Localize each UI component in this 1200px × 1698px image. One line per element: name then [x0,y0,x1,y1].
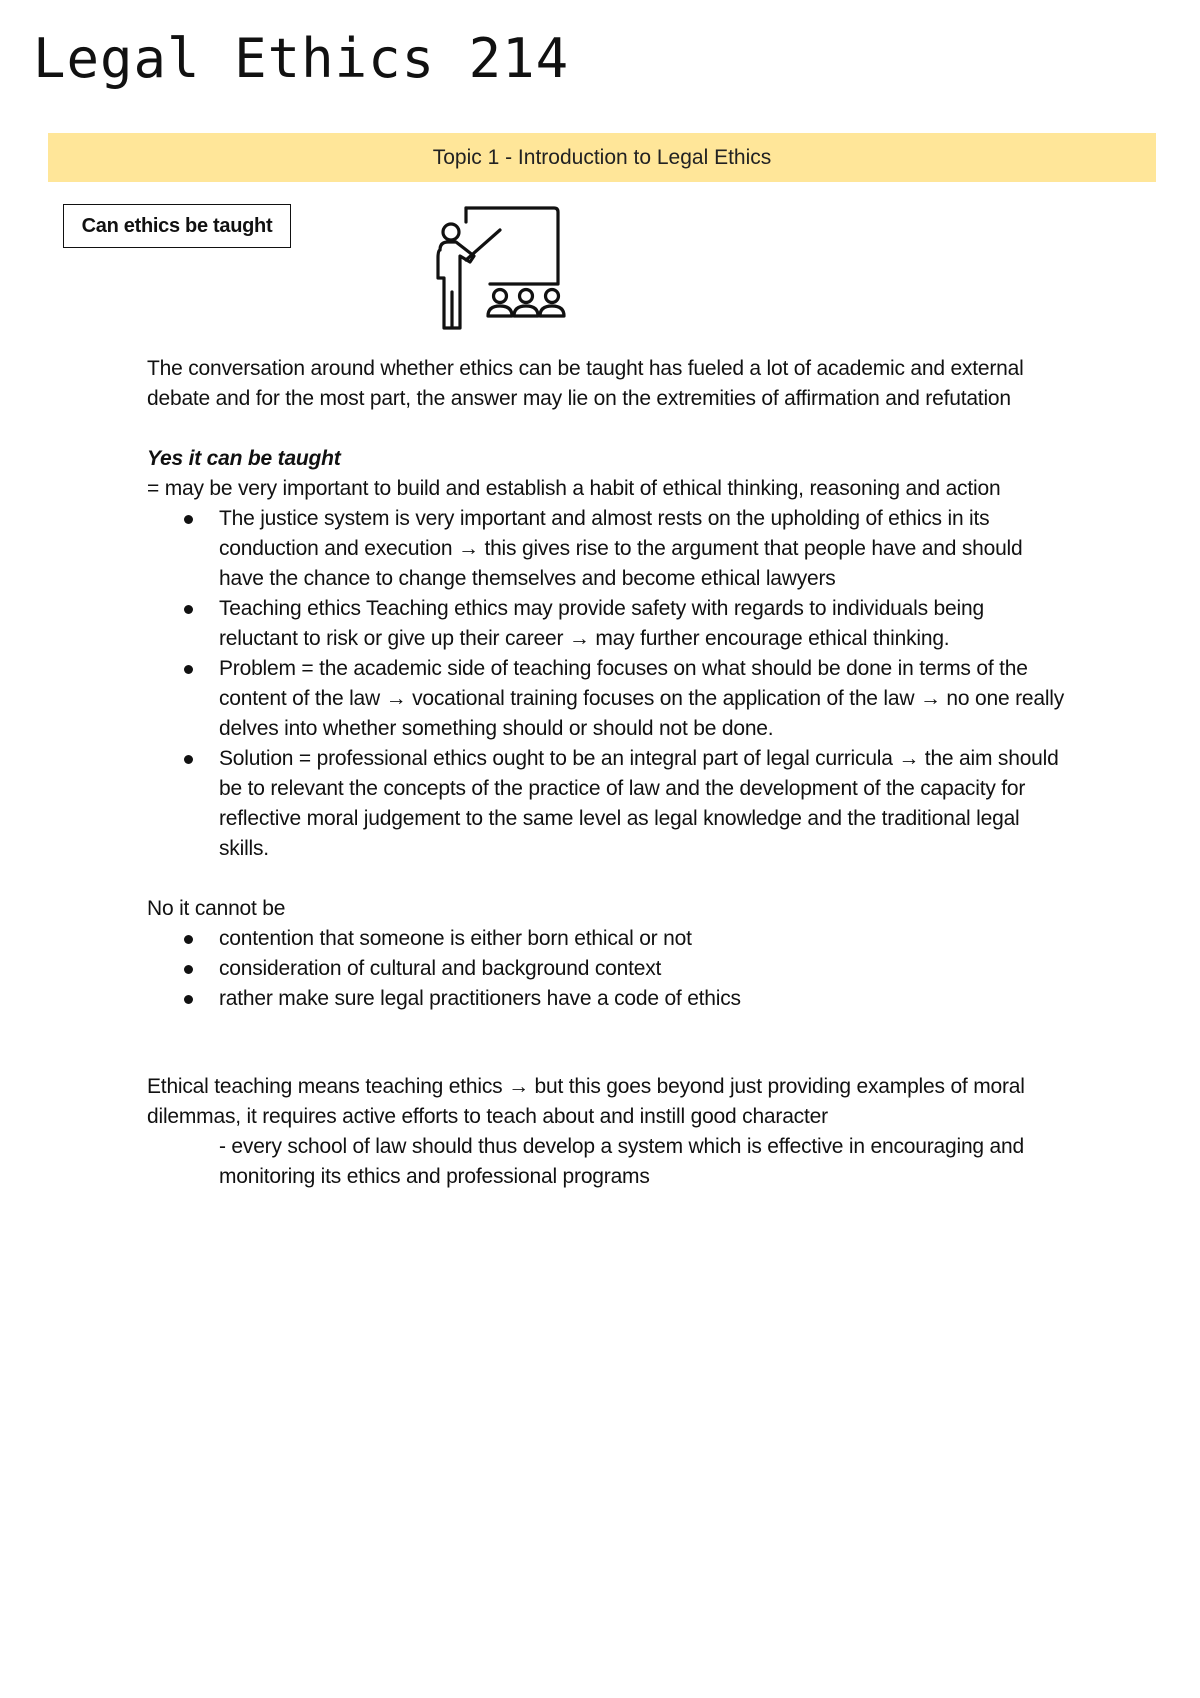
spacer [147,864,1067,894]
spacer [147,414,1067,444]
closing-paragraph: Ethical teaching means teaching ethics → but this goes beyond just providing examples of moral dilemmas, it requires active efforts to teach about and instill good character [147,1075,1025,1128]
list-item: contention that someone is either born ethical or not [219,924,1067,954]
yes-summary: = may be very important to build and establish a habit of ethical thinking, reasoning and action [147,477,1001,500]
teacher-classroom-icon [430,204,570,332]
section-label: Can ethics be taught [81,214,273,237]
no-bullet-list [147,924,1067,1014]
topic-banner-label: Topic 1 - Introduction to Legal Ethics [432,145,772,169]
yes-heading: Yes it can be taught [147,447,341,470]
list-item: The justice system is very important and almost rests on the upholding of ethics in its conduction and execution → this gives rise to the argument that people have and should have the chance to change themselves and become ethical lawyers [219,504,1067,594]
list-item: Solution = professional ethics ought to be an integral part of legal curricula → the aim should be to relevant the concepts of the practice of law and the development of the capacity for reflective moral judgement to the same level as legal knowledge and the traditional legal skills. [219,744,1067,864]
intro-paragraph: The conversation around whether ethics can be taught has fueled a lot of academic and external debate and for the most part, the answer may lie on the extremities of affirmation and refutation [147,357,1024,410]
document-title: Legal Ethics 214 [33,27,570,90]
section-label-box [63,204,291,248]
notes-body [147,354,1067,1192]
no-heading: No it cannot be [147,897,286,920]
topic-banner [48,133,1156,182]
closing-dash-item: - every school of law should thus develop a system which is effective in encouraging and monitoring its ethics and professional programs [219,1135,1024,1188]
spacer [147,1014,1067,1072]
list-item: Teaching ethics Teaching ethics may provide safety with regards to individuals being reluctant to risk or give up their career → may further encourage ethical thinking. [219,594,1067,654]
list-item: Problem = the academic side of teaching focuses on what should be done in terms of the content of the law → vocational training focuses on the application of the law → no one really delves into whether something should or should not be done. [219,654,1067,744]
list-item: rather make sure legal practitioners have a code of ethics [219,984,1067,1014]
yes-bullet-list [147,504,1067,864]
list-item: consideration of cultural and background context [219,954,1067,984]
